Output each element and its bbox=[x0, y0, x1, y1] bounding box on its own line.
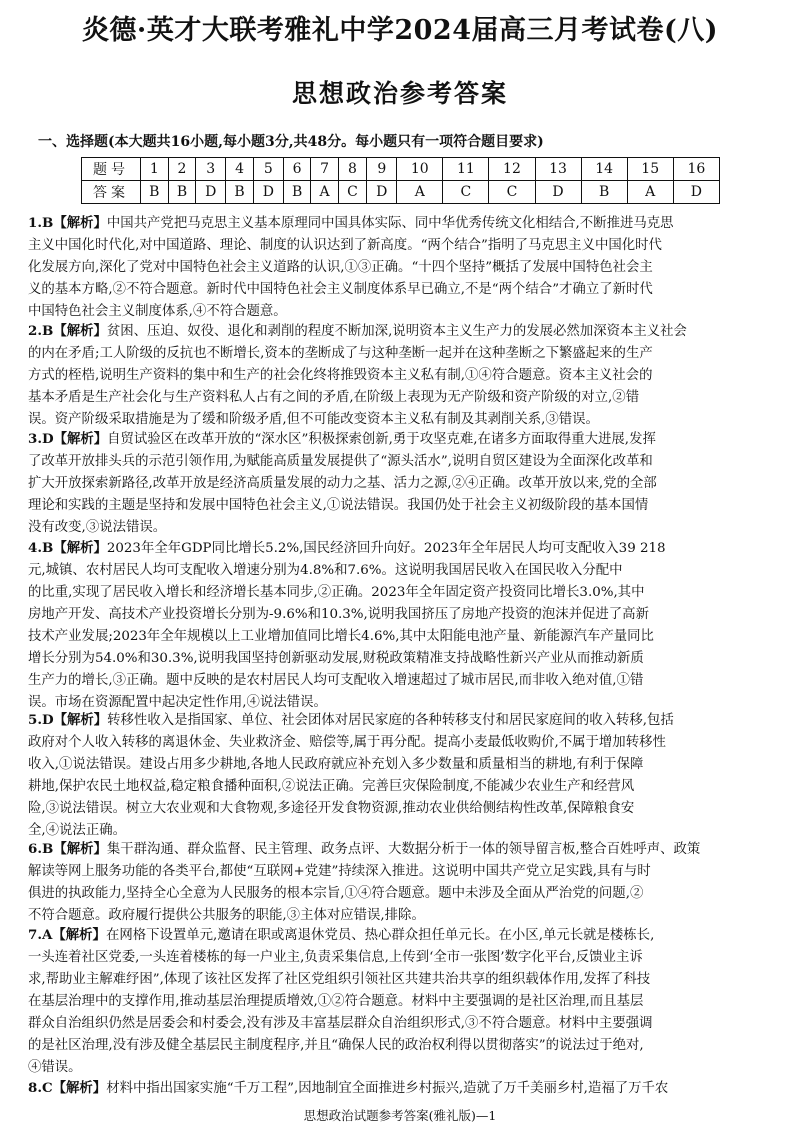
analysis-tag: 【解析】 bbox=[53, 431, 108, 447]
answer-item-1 bbox=[28, 212, 772, 323]
question-number: 11 bbox=[443, 158, 489, 181]
item-number: 5.D bbox=[28, 712, 54, 728]
question-number: 12 bbox=[489, 158, 535, 181]
answer-item-3 bbox=[28, 428, 772, 539]
item-text-line: 化发展方向,深化了党对中国特色社会主义道路的认识,①③正确。“十四个坚持”概括了发展中国特色社会主 bbox=[28, 260, 653, 275]
page-footer: 思想政治试题参考答案(雅礼版)—1 bbox=[303, 1108, 497, 1123]
answer-cell: C bbox=[443, 181, 489, 204]
item-text-line: 解读等网上服务功能的各类平台,都使“互联网+党建”持续深入推进。这说明中国共产党立足实践,具有与时 bbox=[28, 864, 651, 879]
item-text-line: 义的基本方略,②不符合题意。新时代中国特色社会主义制度体系早已确立,不是“两个结合”才确立了新时代 bbox=[28, 282, 653, 297]
answer-cell: A bbox=[311, 181, 338, 204]
item-text-line: 生产力的增长,③正确。题中反映的是农村居民人均可支配收入增速超过了城市居民,而非收入绝对值,①错 bbox=[28, 673, 644, 688]
item-text-line: 材料中指出国家实施“千万工程”,因地制宜全面推进乡村振兴,造就了万千美丽乡村,造福了万千农 bbox=[106, 1081, 669, 1096]
answer-cell: A bbox=[397, 181, 443, 204]
item-text-line: 在网格下设置单元,邀请在职或离退休党员、热心群众担任单元长。在小区,单元长就是楼栋长, bbox=[105, 928, 655, 943]
item-text-line: 险,③说法错误。树立大农业观和大食物观,多途径开发食物资源,推动农业供给侧结构性改革,保障粮食安 bbox=[28, 801, 635, 816]
item-text-line: 误。市场在资源配置中起决定性作用,④说法错误。 bbox=[28, 695, 327, 710]
item-text-line: 基本矛盾是生产社会化与生产资料私人占有之间的矛盾,在阶级上表现为无产阶级和资产阶级的对立,②错 bbox=[28, 390, 640, 405]
analysis-tag: 【解析】 bbox=[53, 540, 107, 556]
item-text-line: 主义中国化时代化,对中国道路、理论、制度的认识达到了新高度。“两个结合”指明了马克思主义中国化时代 bbox=[28, 238, 662, 253]
question-number: 6 bbox=[283, 158, 311, 181]
item-number: 3.D bbox=[28, 431, 54, 447]
answer-item-6 bbox=[28, 838, 772, 927]
analysis-tag: 【解析】 bbox=[53, 712, 108, 728]
item-text-line: 方式的桎梏,说明生产资料的集中和生产的社会化终将推毁资本主义私有制,①④符合题意。资本主义社会的 bbox=[28, 368, 653, 383]
item-text-line: ④错误。 bbox=[28, 1060, 82, 1075]
item-text-line: 的比重,实现了居民收入增长和经济增长基本同步,②正确。2023年全年固定资产投资同比增长3.0%,其中 bbox=[28, 585, 645, 600]
exam-title: 炎德·英才大联考雅礼中学2024届高三月考试卷(八) bbox=[81, 15, 719, 46]
item-text-line: 自贸试验区在改革开放的“深水区”积极探索创新,勇于攻坚克难,在诸多方面取得重大进展,发挥 bbox=[107, 432, 656, 447]
answer-item-2 bbox=[28, 320, 772, 431]
answer-cell: B bbox=[168, 181, 196, 204]
item-text-line: 误。资产阶级采取措施是为了缓和阶级矛盾,但不可能改变资本主义私有制及其剥削关系,③错误。 bbox=[28, 412, 599, 427]
item-text-line: 技术产业发展;2023年全年规模以上工业增加值同比增长4.6%,其中太阳能电池产量、新能源汽车产量同比 bbox=[28, 629, 654, 644]
answer-cell: D bbox=[253, 181, 283, 204]
question-number: 4 bbox=[226, 158, 254, 181]
item-number: 7.A bbox=[28, 927, 53, 943]
section-heading: 一、选择题(本大题共16小题,每小题3分,共48分。每小题只有一项符合题目要求) bbox=[38, 134, 544, 150]
item-number: 4.B bbox=[28, 540, 54, 556]
question-number: 9 bbox=[367, 158, 397, 181]
item-text-line: 房地产开发、高技术产业投资增长分别为-9.6%和10.3%,说明我国挤压了房地产投资的泡沫并促进了高新 bbox=[28, 607, 649, 622]
question-number: 1 bbox=[141, 158, 169, 181]
question-number: 10 bbox=[397, 158, 443, 181]
item-text-line: 了改革开放排头兵的示范引领作用,为赋能高质量发展提供了“源头活水”,说明自贸区建设为全面深化改革和 bbox=[28, 454, 653, 469]
analysis-tag: 【解析】 bbox=[52, 927, 106, 943]
item-number: 8.C bbox=[28, 1080, 53, 1096]
item-text-line: 理论和实践的主题是坚持和发展中国特色社会主义,①说法错误。我国仍处于社会主义初级阶段的基本国情 bbox=[28, 498, 649, 513]
item-text-line: 贫困、压迫、奴役、退化和剥削的程度不断加深,说明资本主义生产力的发展必然加深资本主义社会 bbox=[106, 324, 687, 339]
question-number: 3 bbox=[196, 158, 226, 181]
item-number: 1.B bbox=[28, 215, 54, 231]
analysis-tag: 【解析】 bbox=[52, 1080, 107, 1096]
answer-cell: D bbox=[367, 181, 397, 204]
answer-cell: B bbox=[141, 181, 169, 204]
analysis-tag: 【解析】 bbox=[53, 215, 107, 231]
answer-cell: D bbox=[535, 181, 581, 204]
row-label-number: 题号 bbox=[82, 158, 141, 181]
item-text-line: 收入,①说法错误。建设占用多少耕地,各地人民政府就应补充划入多少数量和质量相当的耕地,有利于保障 bbox=[28, 757, 644, 772]
item-text-line: 没有改变,③说法错误。 bbox=[28, 520, 167, 535]
item-text-line: 俱进的执政能力,坚持全心全意为人民服务的根本宗旨,①④符合题意。题中未涉及全面从严治党的问题,② bbox=[28, 886, 644, 901]
answer-cell: B bbox=[226, 181, 254, 204]
item-text-line: 增长分别为54.0%和30.3%,说明我国坚持创新驱动发展,财税政策精准支持战略性新兴产业从而推动新质 bbox=[28, 651, 644, 666]
analysis-tag: 【解析】 bbox=[53, 841, 107, 857]
answer-cell: B bbox=[581, 181, 627, 204]
question-number: 14 bbox=[581, 158, 627, 181]
item-text-line: 的是社区治理,没有涉及健全基层民主制度程序,并且“确保人民的政治权利得以贯彻落实”的说法过于绝对, bbox=[28, 1038, 644, 1053]
item-text-line: 不符合题意。政府履行提供公共服务的职能,③主体对应错误,排除。 bbox=[28, 908, 425, 923]
answer-key-table bbox=[81, 157, 720, 204]
item-text-line: 政府对个人收入转移的离退休金、失业救济金、赔偿等,属于再分配。提高小麦最低收购价,不属于增加转移性 bbox=[28, 735, 666, 750]
question-number-row bbox=[82, 158, 720, 181]
answer-item-5 bbox=[28, 709, 772, 842]
item-text-line: 求,帮助业主解难纾困”,体现了该社区发挥了社区党组织引领社区共建共治共享的组织载体作用,发挥了科技 bbox=[28, 972, 651, 987]
item-text-line: 中国共产党把马克思主义基本原理同中国具体实际、同中华优秀传统文化相结合,不断推进马克思 bbox=[106, 216, 674, 231]
item-text-line: 一头连着社区党委,一头连着楼栋的每一户业主,负责采集信息,上传到‘全市一张图’数字化平台,反馈业主诉 bbox=[28, 950, 643, 965]
analysis-tag: 【解析】 bbox=[53, 323, 107, 339]
item-text-line: 群众自治组织仍然是居委会和村委会,没有涉及丰富基层群众自治组织形式,③不符合题意。材料中主要强调 bbox=[28, 1016, 653, 1031]
row-label-answer: 答案 bbox=[82, 181, 141, 204]
answer-item-7 bbox=[28, 924, 772, 1079]
item-text-line: 耕地,保护农民土地权益,稳定粮食播种面积,②说法正确。完善巨灾保险制度,不能减少农业生产和经营风 bbox=[28, 779, 635, 794]
item-text-line: 中国特色社会主义制度体系,④不符合题意。 bbox=[28, 304, 287, 319]
page-subtitle: 思想政治参考答案 bbox=[291, 79, 508, 108]
answer-cell: B bbox=[283, 181, 311, 204]
question-number: 7 bbox=[311, 158, 338, 181]
answer-cell: C bbox=[338, 181, 367, 204]
question-number: 16 bbox=[673, 158, 719, 181]
answer-cell: C bbox=[489, 181, 535, 204]
question-number: 15 bbox=[627, 158, 673, 181]
item-number: 6.B bbox=[28, 841, 54, 857]
item-text-line: 集干群沟通、群众监督、民主管理、政务点评、大数据分析于一体的领导留言板,整合百姓呼声、政策 bbox=[106, 842, 701, 857]
answer-cell: D bbox=[196, 181, 226, 204]
item-text-line: 2023年全年GDP同比增长5.2%,国民经济回升向好。2023年全年居民人均可支配收入39 218 bbox=[106, 541, 666, 556]
question-number: 8 bbox=[338, 158, 367, 181]
item-text-line: 的内在矛盾;工人阶级的反抗也不断增长,资本的垄断成了与这种垄断一起并在这种垄断之下繁盛起来的生产 bbox=[28, 346, 653, 361]
answer-cell: D bbox=[673, 181, 719, 204]
question-number: 5 bbox=[253, 158, 283, 181]
item-number: 2.B bbox=[28, 323, 54, 339]
item-text-line: 扩大开放探索新路径,改革开放是经济高质量发展的动力之基、活力之源,②④正确。改革开放以来,党的全部 bbox=[28, 476, 657, 491]
item-text-line: 转移性收入是指国家、单位、社会团体对居民家庭的各种转移支付和居民家庭间的收入转移,包括 bbox=[107, 713, 674, 728]
answer-row bbox=[82, 181, 720, 204]
question-number: 2 bbox=[168, 158, 196, 181]
item-text-line: 全,④说法正确。 bbox=[28, 823, 126, 838]
answer-item-4 bbox=[28, 537, 772, 714]
item-text-line: 元,城镇、农村居民人均可支配收入增速分别为4.8%和7.6%。这说明我国居民收入在国民收入分配中 bbox=[28, 563, 623, 578]
item-text-line: 在基层治理中的支撑作用,推动基层治理提质增效,①②符合题意。材料中主要强调的是社区治理,而且基层 bbox=[28, 994, 644, 1009]
question-number: 13 bbox=[535, 158, 581, 181]
answer-cell: A bbox=[627, 181, 673, 204]
answer-item-8 bbox=[28, 1077, 772, 1100]
